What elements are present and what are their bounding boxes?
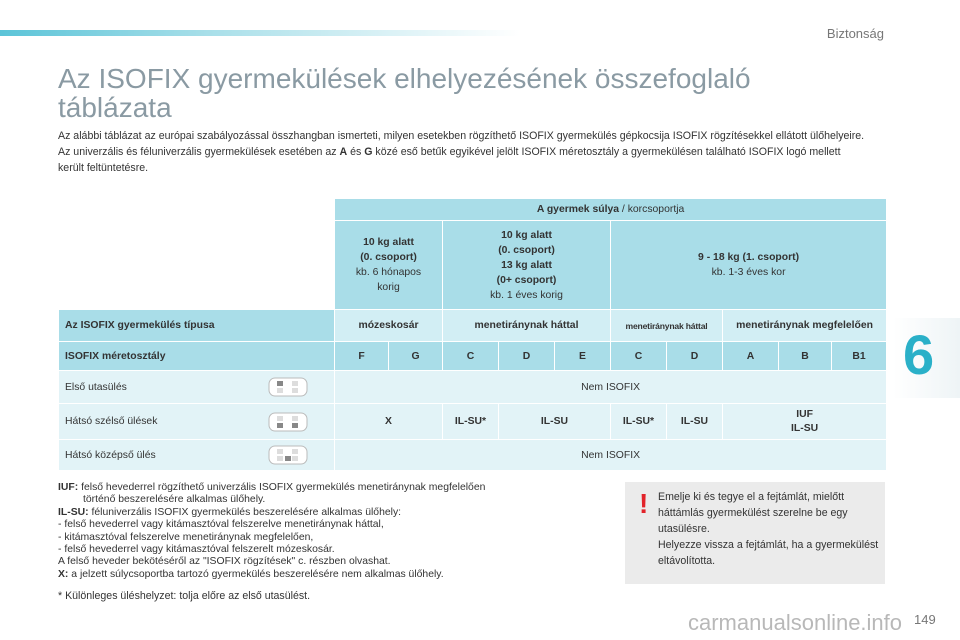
watermark: carmanualsonline.info bbox=[688, 610, 903, 635]
size-cell: F bbox=[335, 342, 389, 371]
legend-item: - felső hevederrel vagy kitámasztóval felszerelt mózeskosár. bbox=[58, 544, 335, 556]
chapter-number: 6 bbox=[903, 323, 935, 386]
car-seat-front-icon bbox=[268, 377, 308, 397]
group-0-header: 10 kg alatt (0. csoport) kb. 6 hónapos korig bbox=[335, 221, 443, 310]
footnote: * Különleges üléshelyzet: tolja előre az első utasülést. bbox=[58, 590, 311, 602]
size-cell: D bbox=[499, 342, 555, 371]
intro-text bbox=[58, 128, 868, 176]
type-row-label: Az ISOFIX gyermekülés típusa bbox=[59, 310, 335, 342]
rear-side-cell: IL-SU* bbox=[443, 404, 499, 440]
size-cell: C bbox=[611, 342, 667, 371]
weight-header: A gyermek súlya / korcsoportja bbox=[335, 199, 887, 221]
car-seat-rear-side-icon bbox=[268, 412, 308, 432]
page-title: Az ISOFIX gyermekülések elhelyezésének összefoglaló táblázata bbox=[58, 63, 751, 123]
exclamation-icon: ! bbox=[639, 488, 649, 519]
size-cell: B1 bbox=[832, 342, 887, 371]
car-seat-rear-middle-icon bbox=[268, 445, 308, 465]
rear-side-cell: IUF IL-SU bbox=[723, 404, 887, 440]
size-cell: B bbox=[779, 342, 832, 371]
rear-side-cell: IL-SU bbox=[499, 404, 611, 440]
type-cell: menetiránynak megfelelően bbox=[723, 310, 887, 342]
group-0plus-header: 10 kg alatt (0. csoport) 13 kg alatt (0+ csoport) kb. 1 éves korig bbox=[443, 221, 611, 310]
warning-box bbox=[625, 482, 885, 584]
legend-text: IUF: felső hevederrel rögzíthető univerzális ISOFIX gyermekülés menetiránynak megfelelően történő beszerelésére alkalmas ülőhely. IL-SU: féluniverzális ISOFIX gyermekülés beszerelésére alkalmas ülőhely: - felső hevederrel vagy kitámasztóval felszerelve menetiránynak háttal, - kitámasztóval felszerelve menetiránynak megfelelően, - felső hevederrel vagy kitámasztóval felszerelt mózeskosár. A felső heveder bekötéséről az "ISOFIX rögzítések" c. részben olvashat. X: a jelzett súlycsoportba tartozó gyermekülés beszerelésére nem alkalmas ülőhely. bbox=[58, 482, 598, 581]
row-label-rear-middle: Hátsó középső ülés bbox=[65, 449, 156, 461]
intro-paragraph-2: Az univerzális és féluniverzális gyermekülések esetében az A és G közé eső betűk egyikével jelölt ISOFIX méretosztály a gyermekülésen található ISOFIX logó mellett került feltüntetésre. bbox=[58, 146, 841, 174]
group-1-header: 9 - 18 kg (1. csoport) kb. 1-3 éves kor bbox=[611, 221, 887, 310]
table-row bbox=[59, 440, 335, 471]
table-row bbox=[59, 404, 335, 440]
type-cell: mózeskosár bbox=[335, 310, 443, 342]
page-number: 149 bbox=[914, 612, 936, 627]
section-title: Biztonság bbox=[826, 26, 884, 41]
size-cell: C bbox=[443, 342, 499, 371]
rear-side-cell: IL-SU* bbox=[611, 404, 667, 440]
warning-text: Emelje ki és tegye el a fejtámlát, mielőtt háttámlás gyermekülést szerelne be egy utasülésre. Helyezze vissza a fejtámlát, ha a gyermekülést eltávolította. bbox=[658, 491, 879, 567]
top-accent-bar bbox=[0, 30, 520, 36]
type-cell: menetiránynak háttal bbox=[611, 310, 723, 342]
size-cell: A bbox=[723, 342, 779, 371]
table-corner bbox=[59, 199, 335, 221]
table-row bbox=[59, 371, 335, 404]
intro-paragraph-1: Az alábbi táblázat az európai szabályozással összhangban ismerteti, milyen esetekben rögzíthető ISOFIX gyermekülés gépkocsija ISOFIX rögzítésekkel ellátott ülőhelyeire. bbox=[58, 130, 865, 142]
legend-item: - felső hevederrel vagy kitámasztóval felszerelve menetiránynak háttal, bbox=[58, 519, 384, 531]
size-cell: D bbox=[667, 342, 723, 371]
row-label-rear-side: Hátsó szélső ülések bbox=[65, 416, 158, 427]
type-cell: menetiránynak háttal bbox=[443, 310, 611, 342]
rear-middle-value: Nem ISOFIX bbox=[335, 440, 887, 471]
isofix-table bbox=[58, 198, 887, 471]
size-row-label: ISOFIX méretosztály bbox=[59, 342, 335, 371]
rear-side-cell: X bbox=[335, 404, 443, 440]
size-cell: G bbox=[389, 342, 443, 371]
size-cell: E bbox=[555, 342, 611, 371]
row-label-front: Első utasülés bbox=[65, 381, 127, 393]
rear-side-cell: IL-SU bbox=[667, 404, 723, 440]
legend-item: - kitámasztóval felszerelve menetiránynak megfelelően, bbox=[58, 531, 314, 543]
front-seat-value: Nem ISOFIX bbox=[335, 371, 887, 404]
